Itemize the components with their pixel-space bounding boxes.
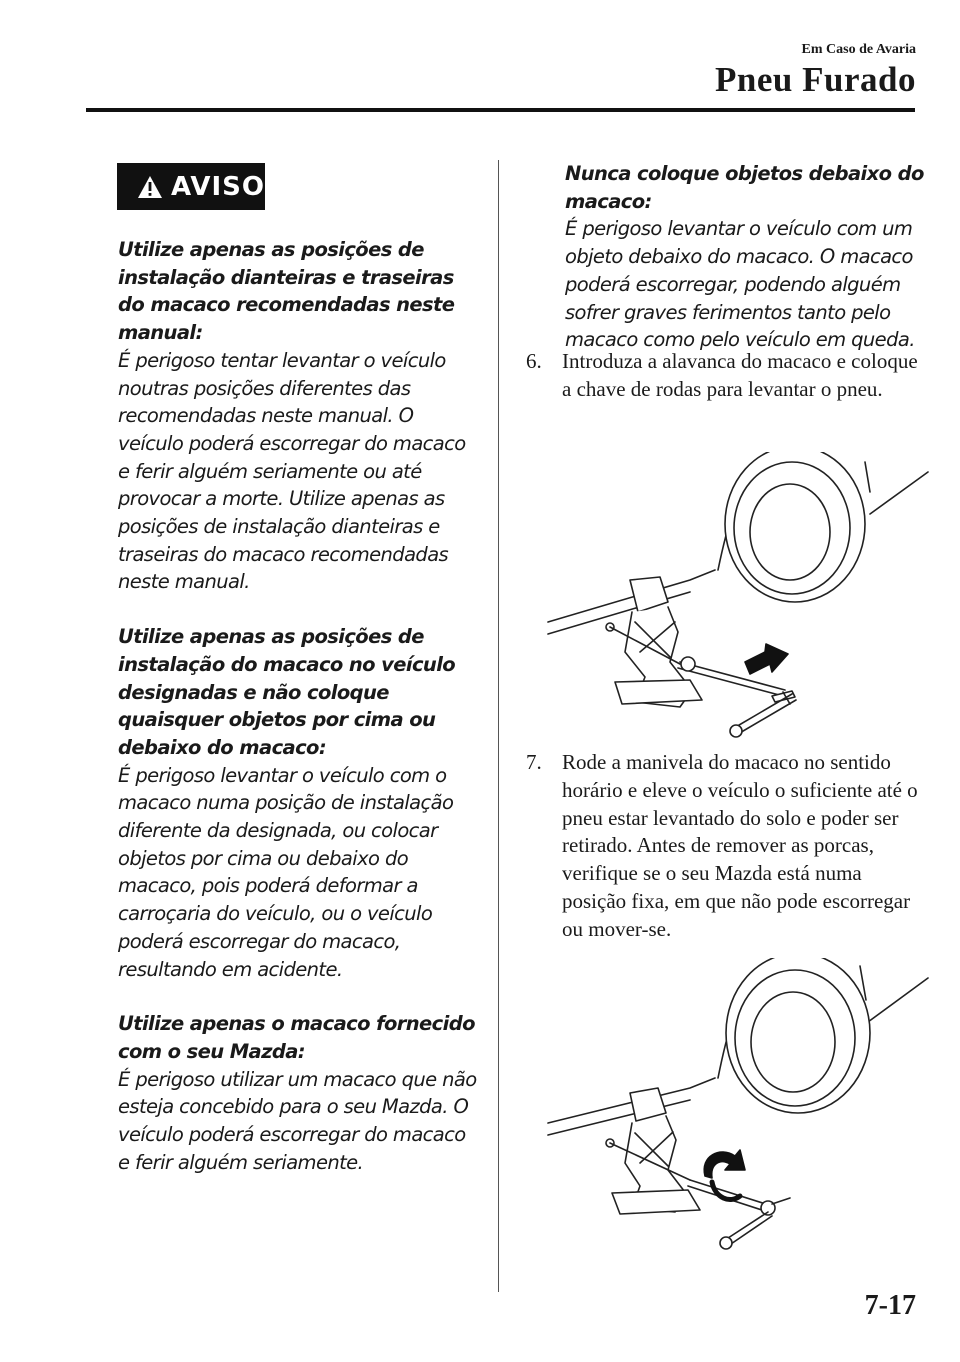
warning-body: É perigoso levantar o veículo com um objeto debaixo do macaco. O macaco poderá escorregar, podendo alguém sofrer graves ferimentos tanto pelo macaco como pelo veículo em queda. [565, 217, 915, 352]
warning-text-left [118, 236, 480, 1204]
step-text: Introduza a alavanca do macaco e coloque a chave de rodas para levantar o pneu. [562, 349, 918, 401]
page-title: Pneu Furado [715, 60, 916, 99]
step-item [526, 348, 921, 404]
warning-heading: Utilize apenas o macaco fornecido com o seu Mazda: [118, 1012, 475, 1063]
warning-body: É perigoso tentar levantar o veículo noutras posições diferentes das recomendadas neste manual. O veículo poderá escorregar do macaco e ferir alguém seriamente ou até provocar a morte. Utilize apenas as posições de instalação dianteiras e traseiras do macaco recomendadas neste manual. [118, 348, 466, 594]
section-title: Em Caso de Avaria [801, 42, 916, 57]
warning-block [118, 236, 480, 596]
header-divider [86, 108, 915, 112]
warning-block [118, 623, 480, 983]
page-number: 7-17 [864, 1290, 916, 1321]
warning-text-right [565, 160, 925, 354]
step-number: 7. [526, 750, 542, 774]
warning-heading: Utilize apenas as posições de instalação dianteiras e traseiras do macaco recomendadas neste manual: [118, 238, 455, 345]
warning-heading: Nunca coloque objetos debaixo do macaco: [565, 162, 924, 213]
jack-with-lever-illustration [540, 452, 940, 757]
jack-turning-handle-illustration [540, 958, 940, 1263]
step-item [526, 749, 921, 944]
warning-triangle-icon [137, 175, 163, 199]
warning-body: É perigoso utilizar um macaco que não esteja concebido para o seu Mazda. O veículo poderá escorregar do macaco e ferir alguém seriamente. [118, 1067, 477, 1174]
step-number: 6. [526, 349, 542, 373]
warning-badge [117, 163, 265, 210]
warning-heading: Utilize apenas as posições de instalação do macaco no veículo designadas e não coloque quaisquer objetos por cima ou debaixo do macaco: [118, 625, 456, 759]
warning-label: AVISO [171, 171, 265, 202]
warning-body: É perigoso levantar o veículo com o macaco numa posição de instalação diferente da designada, ou colocar objetos por cima ou debaixo do macaco, pois poderá deformar a carroçaria do veículo, ou o veículo poderá escorregar do macaco, resultando em acidente. [118, 763, 454, 981]
warning-block [118, 1010, 480, 1176]
column-divider [498, 160, 499, 1292]
step-text: Rode a manivela do macaco no sentido horário e eleve o veículo o suficiente até o pneu estar levantado do solo e poder ser retirado. Antes de remover as porcas, verifique se o seu Mazda está numa posição fixa, em que não pode escorregar ou mover-se. [562, 750, 918, 941]
